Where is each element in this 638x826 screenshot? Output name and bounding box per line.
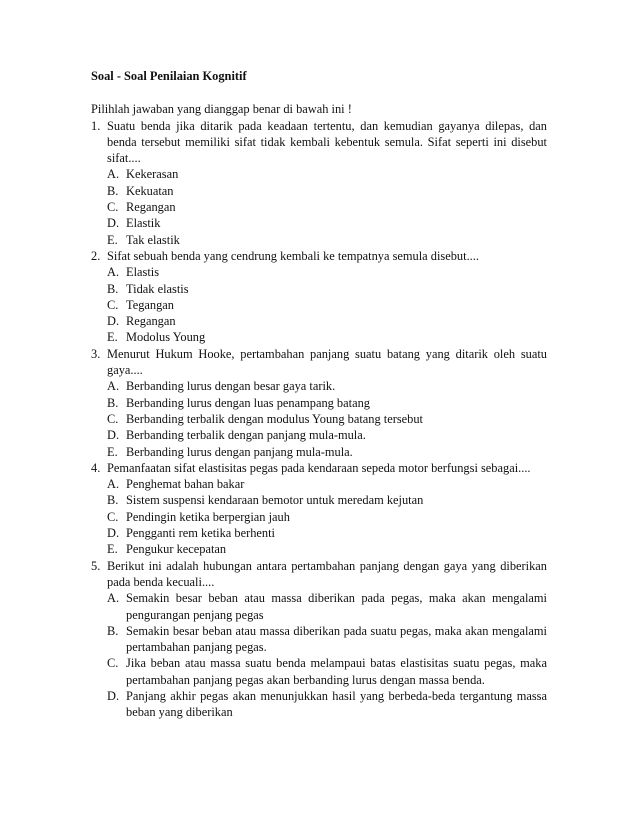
option-letter: E. [107,542,118,557]
option-letter: A. [107,265,120,280]
option-letter: D. [107,526,120,541]
option-letter: E. [107,444,118,459]
option-text: Jika beban atau massa suatu benda melampaui batas elastisitas suatu pegas, maka pertambahan panjang pegas akan berbanding lurus dengan massa benda. [126,656,547,687]
option-letter: A. [107,167,120,182]
option-e [107,329,547,345]
question-1 [91,118,547,248]
option-c [107,509,547,525]
option-d [107,313,547,329]
document-page [91,68,547,721]
question-text: Pemanfaatan sifat elastisitas pegas pada kendaraan sepeda motor berfungsi sebagai.... [107,460,531,475]
option-b [107,492,547,508]
option-letter: C. [107,411,119,426]
question-3 [91,346,547,460]
option-letter: C. [107,509,119,524]
option-letter: B. [107,493,119,508]
option-b [107,183,547,199]
option-text: Berbanding lurus dengan panjang mula-mula. [126,444,353,459]
option-letter: C. [107,656,119,671]
option-a [107,378,547,394]
option-letter: B. [107,395,119,410]
option-letter: A. [107,477,120,492]
option-text: Regangan [126,314,176,329]
question-4 [91,460,547,558]
option-text: Berbanding terbalik dengan panjang mula-mula. [126,428,366,443]
option-letter: C. [107,200,119,215]
question-text: Suatu benda jika ditarik pada keadaan tertentu, dan kemudian gayanya dilepas, dan benda tersebut memiliki sifat tidak kembali kebentuk semula. Sifat seperti ini disebut sifat.... [107,118,547,166]
option-e [107,444,547,460]
option-letter: D. [107,688,120,703]
option-e [107,541,547,557]
question-number: 1. [91,118,101,133]
option-c [107,411,547,427]
option-text: Semakin besar beban atau massa diberikan pada pegas, maka akan mengalami pengurangan penjang pegas [126,591,547,622]
option-b [107,623,547,656]
question-text: Sifat sebuah benda yang cendrung kembali ke tempatnya semula disebut.... [107,248,479,263]
option-text: Tak elastik [126,232,180,247]
document-title: Soal - Soal Penilaian Kognitif [91,69,247,83]
option-c [107,297,547,313]
option-a [107,590,547,623]
option-text: Berbanding lurus dengan luas penampang batang [126,395,370,410]
question-number: 2. [91,248,101,263]
option-letter: E. [107,232,118,247]
option-text: Berbanding terbalik dengan modulus Young batang tersebut [126,411,423,426]
option-letter: E. [107,330,118,345]
question-text: Berikut ini adalah hubungan antara pertambahan panjang dengan gaya yang diberikan pada benda kecuali.... [107,558,547,589]
option-letter: C. [107,297,119,312]
option-b [107,395,547,411]
option-a [107,476,547,492]
option-d [107,688,547,721]
option-text: Tidak elastis [126,281,189,296]
question-text: Menurut Hukum Hooke, pertambahan panjang suatu batang yang ditarik oleh suatu gaya.... [107,346,547,378]
option-letter: D. [107,314,120,329]
option-e [107,232,547,248]
option-b [107,281,547,297]
option-text: Panjang akhir pegas akan menunjukkan hasil yang berbeda-beda tergantung massa beban yang diberikan [126,688,547,720]
option-letter: D. [107,216,120,231]
option-text: Penghemat bahan bakar [126,477,245,492]
option-d [107,525,547,541]
option-a [107,166,547,182]
option-c [107,199,547,215]
option-letter: B. [107,623,119,638]
option-letter: D. [107,428,120,443]
option-letter: A. [107,379,120,394]
question-2 [91,248,547,346]
option-text: Tegangan [126,297,174,312]
option-text: Sistem suspensi kendaraan bemotor untuk meredam kejutan [126,493,424,508]
instruction-text: Pilihlah jawaban yang dianggap benar di bawah ini ! [91,102,352,117]
option-text: Semakin besar beban atau massa diberikan pada suatu pegas, maka akan mengalami pertambahan panjang pegas. [126,623,547,655]
option-d [107,427,547,443]
question-number: 4. [91,460,101,475]
option-text: Elastis [126,265,160,280]
option-text: Modolus Young [126,330,206,345]
option-text: Regangan [126,200,176,215]
option-text: Kekuatan [126,183,174,198]
option-text: Kekerasan [126,167,179,182]
question-number: 3. [91,346,101,361]
option-text: Elastik [126,216,161,231]
option-d [107,215,547,231]
option-a [107,264,547,280]
question-number: 5. [91,558,101,573]
option-letter: A. [107,591,120,606]
question-5 [91,558,547,721]
option-letter: B. [107,183,119,198]
option-text: Pendingin ketika berpergian jauh [126,509,290,524]
option-text: Berbanding lurus dengan besar gaya tarik. [126,379,336,394]
option-text: Pengukur kecepatan [126,542,227,557]
option-letter: B. [107,281,119,296]
option-c [107,655,547,688]
option-text: Pengganti rem ketika berhenti [126,526,275,541]
